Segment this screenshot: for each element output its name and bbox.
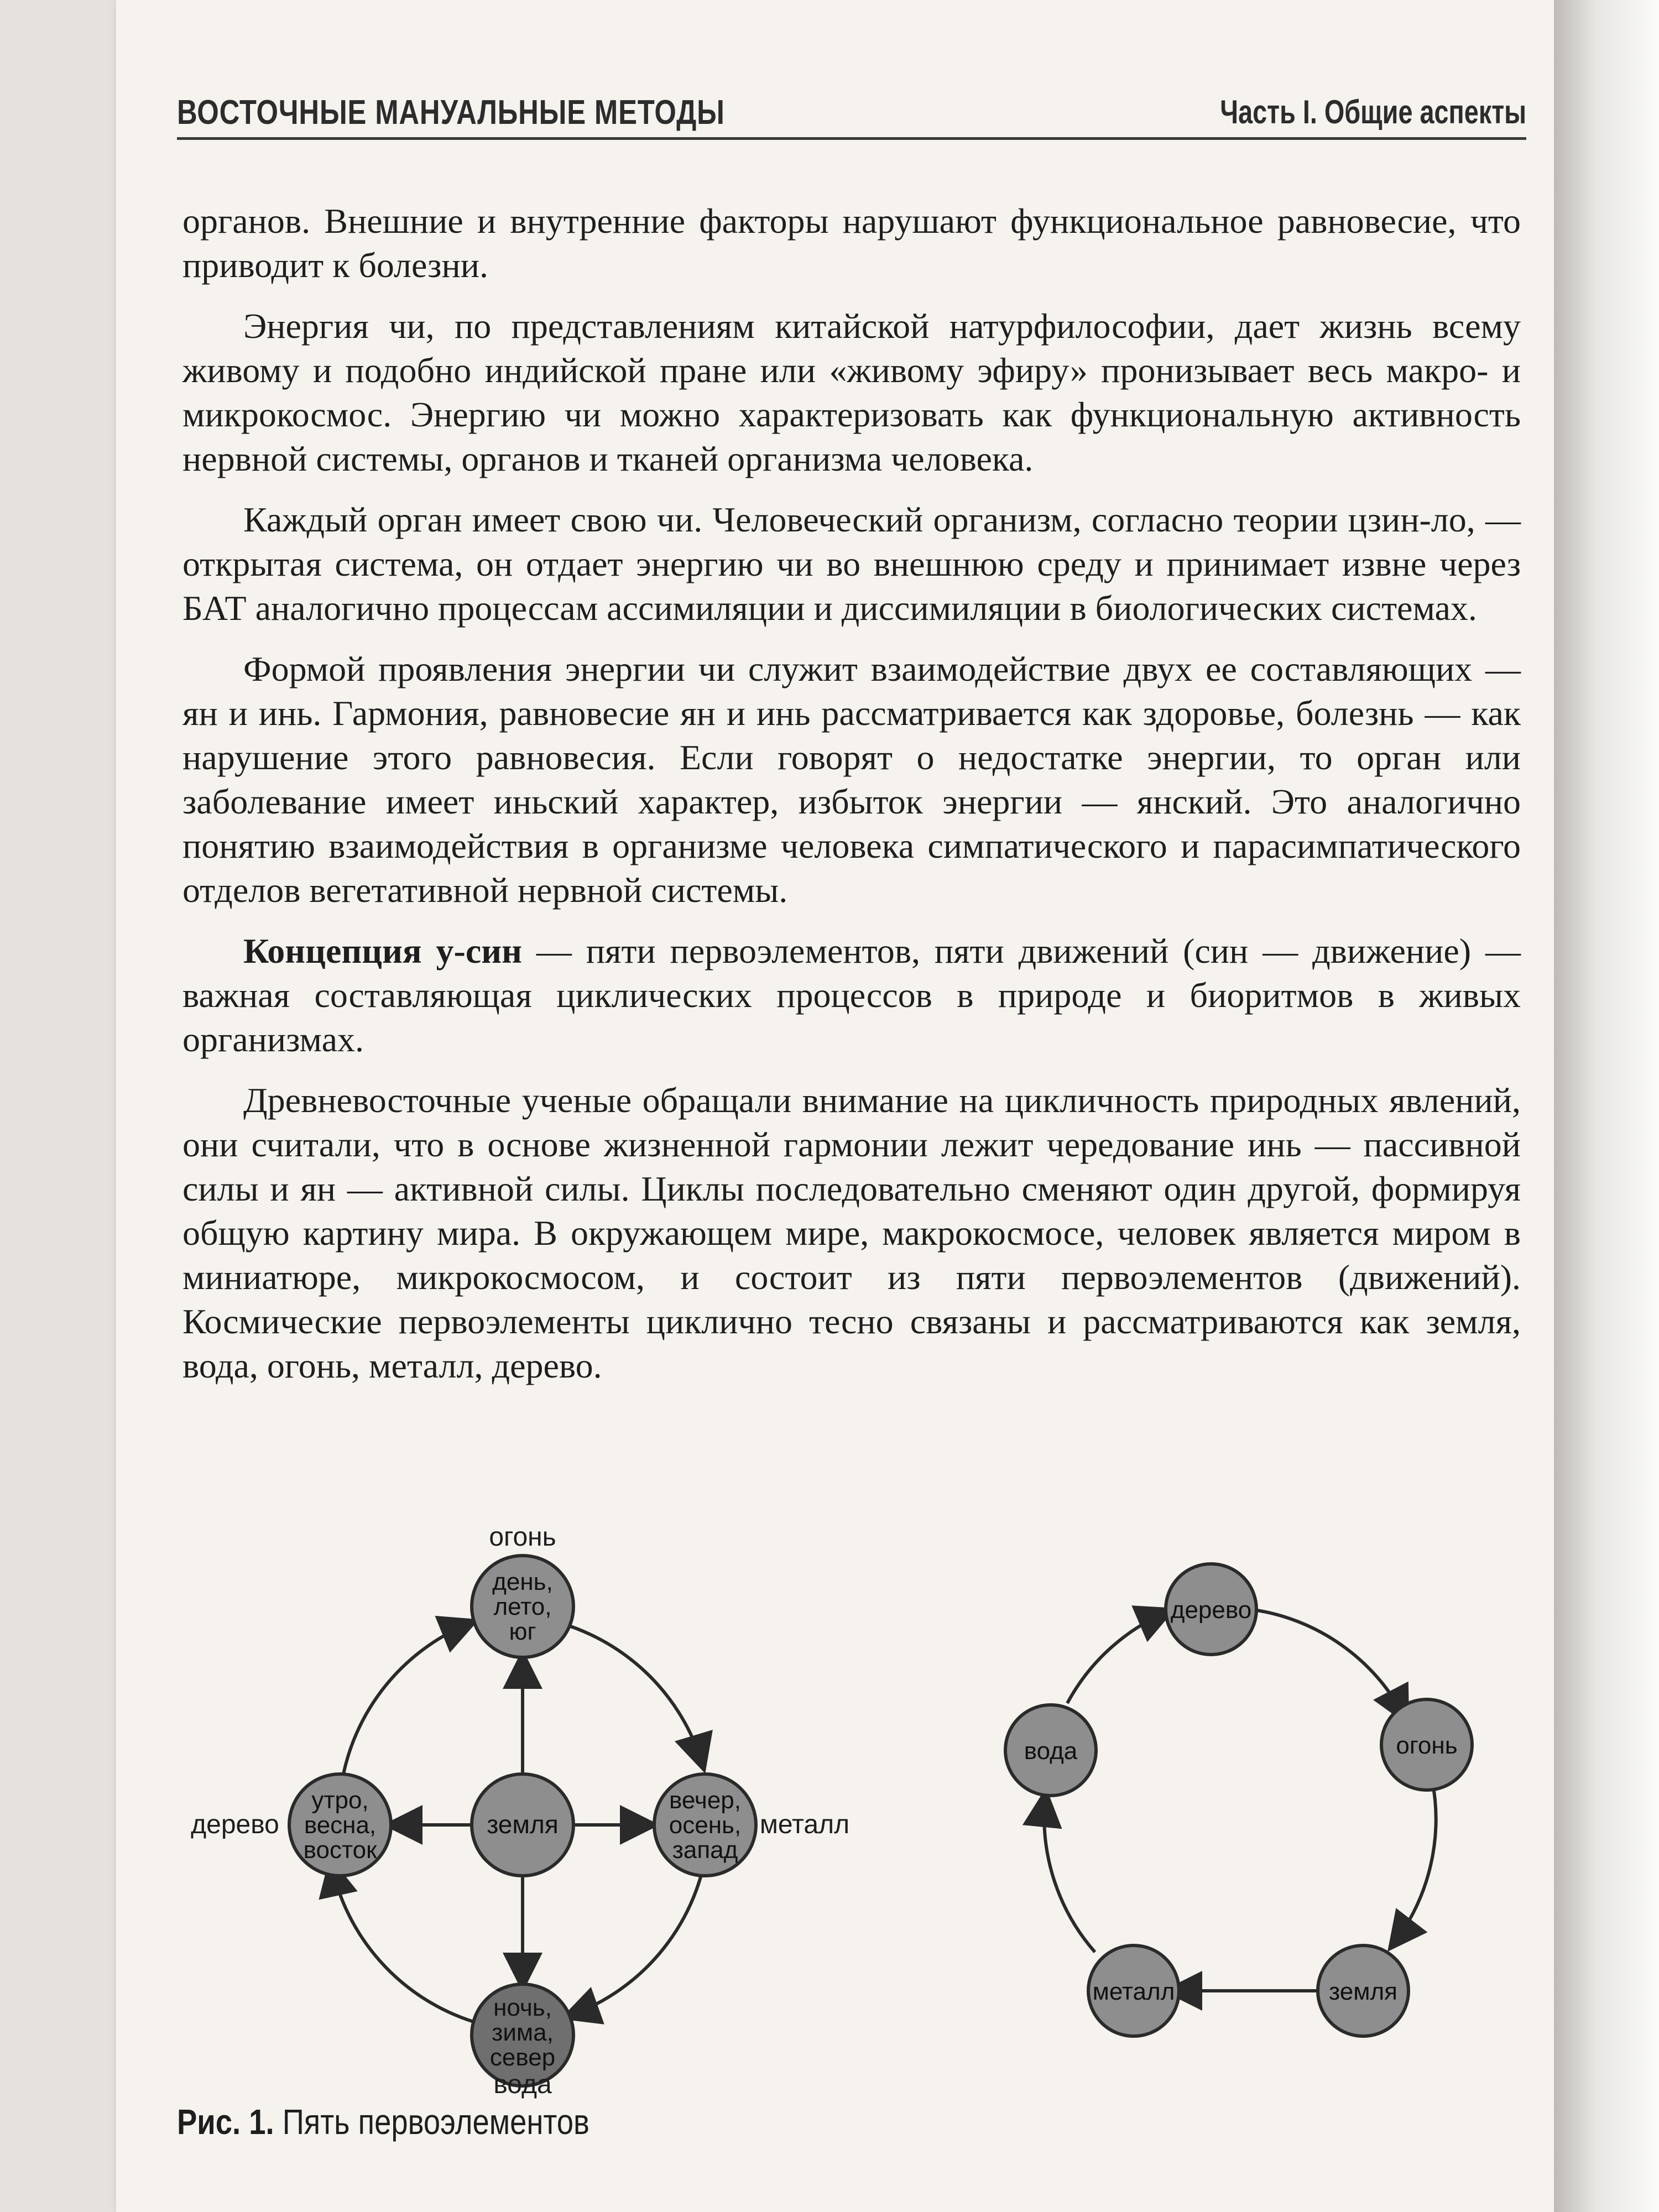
label-bottom-inner-2: зима,	[492, 2019, 554, 2046]
label-top-inner-3: юг	[509, 1618, 536, 1645]
paragraph-6: Древневосточные ученые обращали внимание на цикличность природных явлений, они считали, что в основе жизненной гармонии лежит чередование инь — пассивной силы и ян — активной силы. Циклы последовательно сменяют один другой, формируя общую картину мира. В окружающем мире, макрокосмосе, человек является миром в миниатюре, микрокосмосом, и состоит из пяти первоэлементов (движений). Космические первоэлементы циклично тесно связаны и рассматриваются как земля, вода, огонь, металл, дерево.	[182, 1081, 1521, 1385]
cycle-arrow-water-wood	[1067, 1612, 1167, 1703]
figure-caption	[177, 2101, 589, 2142]
header-book-title: ВОСТОЧНЫЕ МАНУАЛЬНЫЕ МЕТОДЫ	[177, 93, 725, 132]
paragraph-2: Энергия чи, по представлениям китайской натурфилософии, дает жизнь всему живому и подобно индийской пране или «живому эфиру» пронизывает весь макро- и микрокосмос. Энергию чи можно характеризовать как функциональную активность нервной системы, органов и тканей организма человека.	[182, 306, 1521, 478]
label-top-inner-2: лето,	[493, 1593, 552, 1620]
label-left-inner-1: утро,	[311, 1787, 369, 1814]
label-right-inner-3: запад	[672, 1837, 738, 1864]
adjacent-page-edge	[1554, 0, 1659, 2212]
label-left-inner-3: восток	[303, 1837, 377, 1864]
label-bottom-outer: вода	[493, 2070, 552, 2099]
label-left-inner-2: весна,	[304, 1812, 377, 1839]
label-center: земля	[487, 1810, 559, 1839]
label-top-outer: огонь	[489, 1522, 556, 1552]
label-wood: дерево	[1170, 1597, 1252, 1624]
label-top-inner-1: день,	[492, 1568, 553, 1595]
label-right-inner-2: осень,	[669, 1812, 742, 1839]
label-bottom-inner-3: север	[489, 2044, 556, 2071]
paragraph-5-text: — пяти первоэлементов, пяти движений (син — движение) — важная составляющая циклических процессов в природе и биоритмов в живых организмах.	[182, 931, 1521, 1059]
paragraph-5	[182, 929, 1521, 1062]
cycle-arrow-metal-water	[1044, 1797, 1095, 1952]
paragraph-1: органов. Внешние и внутренние факторы нарушают функциональное равновесие, что приводит к болезни.	[182, 201, 1521, 285]
caption-text: Пять первоэлементов	[274, 2102, 589, 2142]
label-fire: огонь	[1396, 1732, 1458, 1759]
header-part-title: Часть I. Общие аспекты	[1220, 93, 1526, 131]
label-metal: металл	[1092, 1978, 1175, 2005]
label-water: вода	[1024, 1738, 1078, 1765]
label-left-outer: дерево	[191, 1810, 279, 1839]
paragraph-4: Формой проявления энергии чи служит взаимодействие двух ее составляющих — ян и инь. Гармония, равновесие ян и инь рассматривается как здоровье, болезнь — как нарушение этого равновесия. Если говорят о недостатке энергии, то орган или заболевание имеет иньский характер, избыток энергии — янский. Это аналогично понятию взаимодействия в организме человека симпатического и парасимпатического отделов вегетативной нервной системы.	[182, 649, 1521, 910]
label-right-outer: металл	[759, 1810, 850, 1839]
cycle-arc-left-top	[340, 1623, 470, 1794]
caption-label: Рис. 1.	[177, 2102, 274, 2142]
left-diagram	[191, 1522, 849, 2099]
cycle-arc-bottom-left	[332, 1866, 481, 2024]
term-wu-xing: Концепция у-син	[243, 931, 522, 971]
cycle-arrow-fire-earth	[1394, 1781, 1436, 1944]
figure-svg	[149, 1515, 1532, 2099]
label-right-inner-1: вечер,	[669, 1787, 741, 1814]
five-elements-figure	[149, 1515, 1532, 2099]
cycle-arrow-wood-fire	[1250, 1609, 1405, 1717]
body-text	[182, 199, 1521, 1405]
right-diagram	[1005, 1564, 1472, 2036]
label-bottom-inner-1: ночь,	[493, 1994, 552, 2021]
running-header	[177, 93, 1526, 140]
label-earth: земля	[1329, 1978, 1397, 2005]
paragraph-3: Каждый орган имеет свою чи. Человеческий организм, согласно теории цзин-ло, — открытая система, он отдает энергию чи во внешнюю среду и принимает извне через БАТ аналогично процессам ассимиляции и диссимиляции в биологических системах.	[182, 500, 1521, 628]
